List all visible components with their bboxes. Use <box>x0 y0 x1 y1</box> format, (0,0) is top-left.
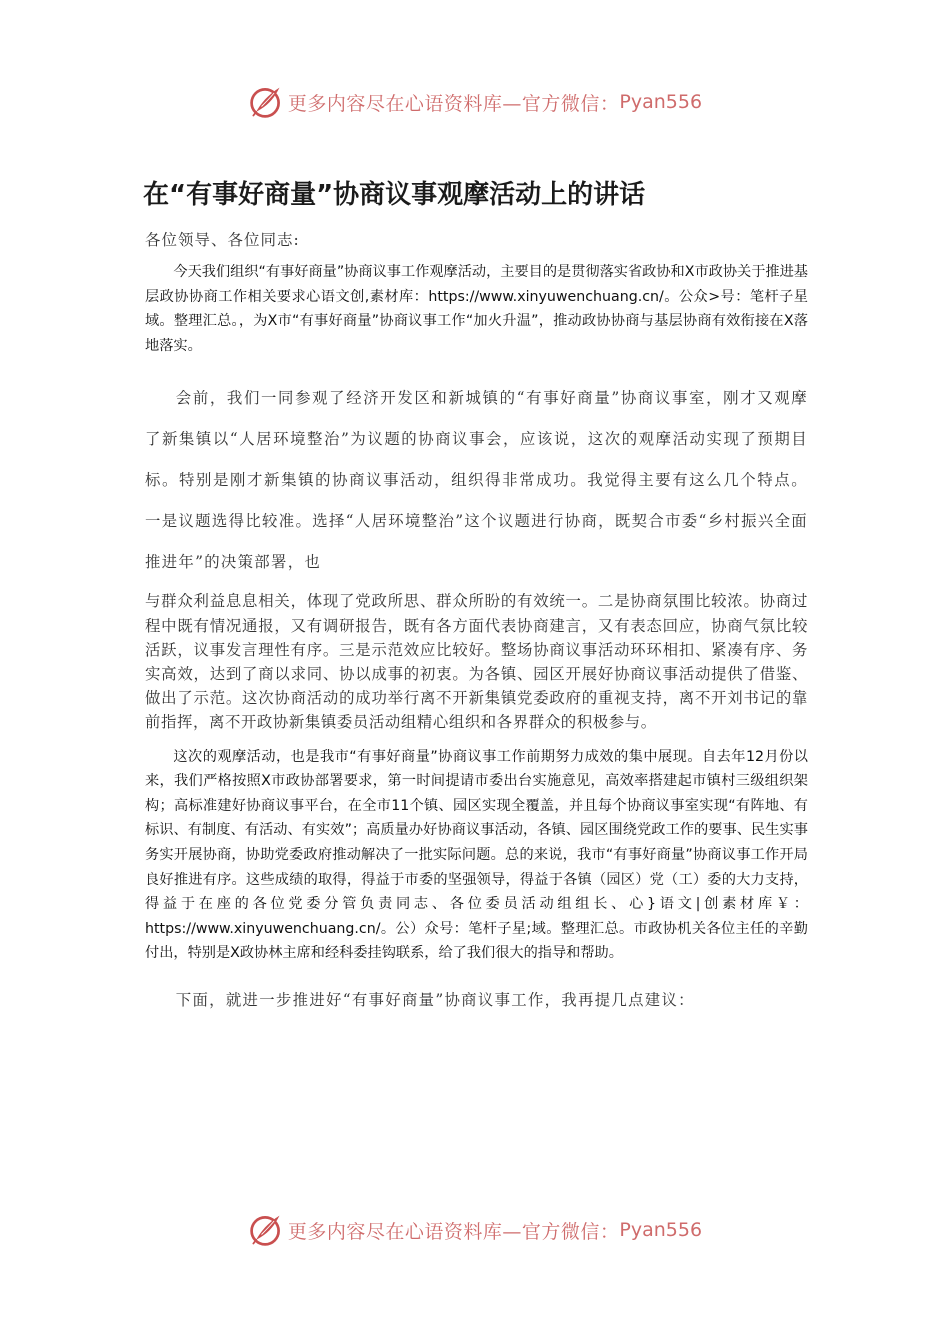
quill-pen-circle-icon <box>248 1212 284 1248</box>
paragraph-3: 这次的观摩活动，也是我市“有事好商量”协商议事工作前期努力成效的集中展现。自去年12月份以来，我们严格按照X市政协部署要求，第一时间提请市委出台实施意见，高效率搭建起市镇村三级组织架构；高标准建好协商议事平台，在全市11个镇、园区实现全覆盖，并且每个协商议事室实现“有阵地、有标识、有制度、有活动、有实效”；高质量办好协商议事活动，各镇、园区围绕党政工作的要事、民生实事务实开展协商，协助党委政府推动解决了一批实际问题。总的来说，我市“有事好商量”协商议事工作开局良好推进有序。这些成绩的取得，得益于市委的坚强领导，得益于各镇（园区）党（工）委的大力支持，得益于在座的各位党委分管负责同志、各位委员活动组组长、心}语文|创素材库￥：https://www.xinyuwenchuang.cn/。公）众号：笔杆子星;域。整理汇总。市政协机关各位主任的辛勤付出，特别是X政协林主席和经科委挂钩联系，给了我们很大的指导和帮助。 <box>145 748 808 962</box>
banner-wechat-id: Pyan556 <box>619 1219 703 1241</box>
quill-pen-circle-icon <box>248 84 284 120</box>
banner-text: 更多内容尽在心语资料库—官方微信： <box>287 1220 620 1243</box>
document-body <box>145 228 808 1012</box>
paragraph-2b: 与群众利益息息相关，体现了党政所思、群众所盼的有效统一。二是协商氛围比较浓。协商过程中既有情况通报，又有调研报告，既有各方面代表协商建言，又有表态回应，协商气氛比较活跃，议事发言理性有序。三是示范效应比较好。整场协商议事活动环环相扣、紧凑有序、务实高效，达到了商以求同、协以成事的初衷。为各镇、园区开展好协商议事活动提供了借鉴、做出了示范。这次协商活动的成功举行离不开新集镇党委政府的重视支持，离不开刘书记的靠前指挥，离不开政协新集镇委员活动组精心组织和各界群众的积极参与。 <box>145 592 808 732</box>
paragraph-4: 下面，就进一步推进好“有事好商量”协商议事工作，我再提几点建议： <box>175 990 695 1009</box>
paragraph-2a: 会前，我们一同参观了经济开发区和新城镇的“有事好商量”协商议事室，刚才又观摩了新集镇以“人居环境整治”为议题的协商议事会，应该说，这次的观摩活动实现了预期目标。特别是刚才新集镇的协商议事活动，组织得非常成功。我觉得主要有这么几个特点。一是议题选得比较准。选择“人居环境整治”这个议题进行协商，既契合市委“乡村振兴全面推进年”的决策部署，也 <box>145 389 808 572</box>
document-title: 在“有事好商量”协商议事观摩活动上的讲话 <box>143 180 646 210</box>
greeting: 各位领导、各位同志: <box>145 231 300 249</box>
banner-text: 更多内容尽在心语资料库—官方微信： <box>287 92 620 115</box>
banner-wechat-id: Pyan556 <box>619 91 703 113</box>
top-banner <box>0 80 950 124</box>
paragraph-1: 今天我们组织“有事好商量”协商议事工作观摩活动，主要目的是贯彻落实省政协和X市政协关于推进基层政协协商工作相关要求心语文创,素材库：https://www.xinyuwenchuang.cn/。公众>号：笔杆子星域。整理汇总。，为X市“有事好商量”协商议事工作“加火升温”，推动政协协商与基层协商有效衔接在X落地落实。 <box>145 264 808 354</box>
bottom-banner <box>0 1208 950 1252</box>
